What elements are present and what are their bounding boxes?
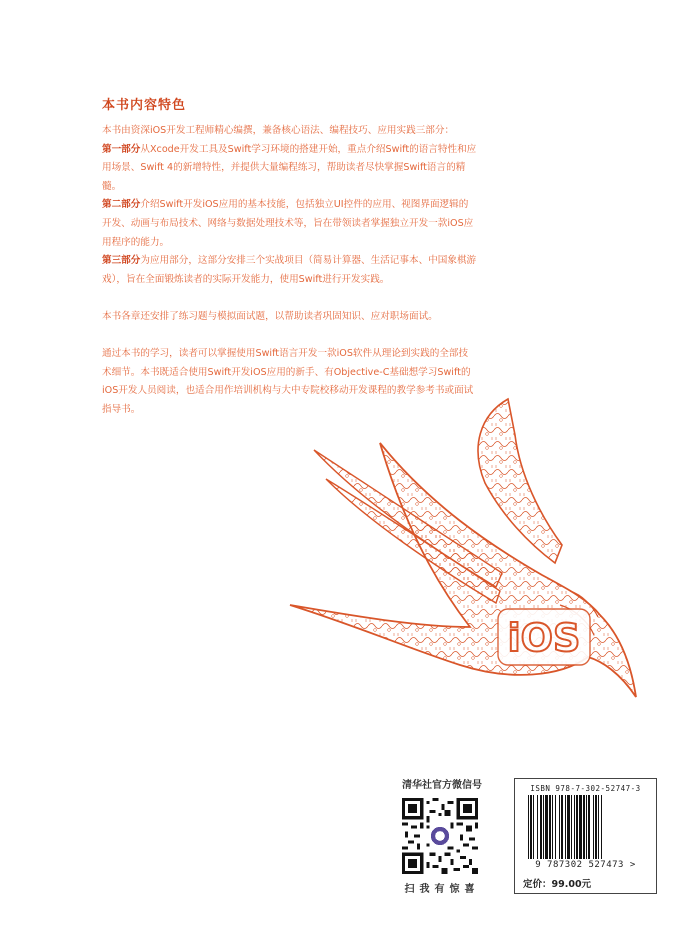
- part3-label: 第三部分: [102, 255, 141, 267]
- isbn-block: [514, 778, 657, 894]
- isbn-digits: 9 787302 527473 >: [535, 860, 636, 870]
- isbn-text: ISBN 978-7-302-52747-3: [530, 784, 641, 793]
- part2-paragraph: [102, 196, 477, 252]
- section-heading: 本书内容特色: [102, 98, 187, 113]
- barcode: [526, 795, 650, 859]
- part3-paragraph: [102, 252, 477, 289]
- qr-caption: 扫我有惊喜: [404, 884, 480, 895]
- intro-paragraph: 本书由资深iOS开发工程师精心编撰，兼备核心语法、编程技巧、应用实践三部分：: [102, 125, 455, 136]
- qr-title: 清华社官方微信号: [402, 780, 482, 791]
- exercise-paragraph: 本书各章还安排了练习题与模拟面试题，以帮助读者巩固知识、应对职场面试。: [102, 310, 438, 322]
- part3-text: 为应用部分，这部分安排三个实战项目（简易计算器、生活记事本、中国象棋游戏），旨在全面锻炼读者的实际开发能力，使用Swift进行开发实践。: [102, 255, 477, 285]
- part1-label: 第一部分: [102, 143, 141, 155]
- ios-label: iOS: [507, 616, 581, 660]
- part2-label: 第二部分: [102, 199, 141, 211]
- swift-bird-icon: [270, 395, 640, 745]
- audience-paragraph: 通过本书的学习，读者可以掌握使用Swift语言开发一款iOS软件从理论到实践的全部技术细节。本书既适合使用Swift开发iOS应用的新手、有Objective-C基础想学习Swift的iOS开发人员阅读，也适合用作培训机构与大中专院校移动开发课程的教学参考书或面试指导书。: [102, 348, 474, 415]
- part1-paragraph: [102, 141, 477, 197]
- part1-text: 从Xcode开发工具及Swift学习环境的搭建开始，重点介绍Swift的语言特性和应用场景、Swift 4的新增特性，并提供大量编程练习，帮助读者尽快掌握Swift语言的精髓。: [102, 143, 477, 192]
- price-label: 定价：99.00元: [523, 879, 592, 890]
- qr-code: [402, 798, 478, 874]
- description: [102, 122, 477, 420]
- ios-badge: [498, 609, 590, 665]
- part2-text: 介绍Swift开发iOS应用的基本技能，包括独立UI控件的应用、视图界面逻辑的开发、动画与布局技术、网络与数据处理技术等，旨在带领读者掌握独立开发一款iOS应用程序的能力。: [102, 199, 474, 248]
